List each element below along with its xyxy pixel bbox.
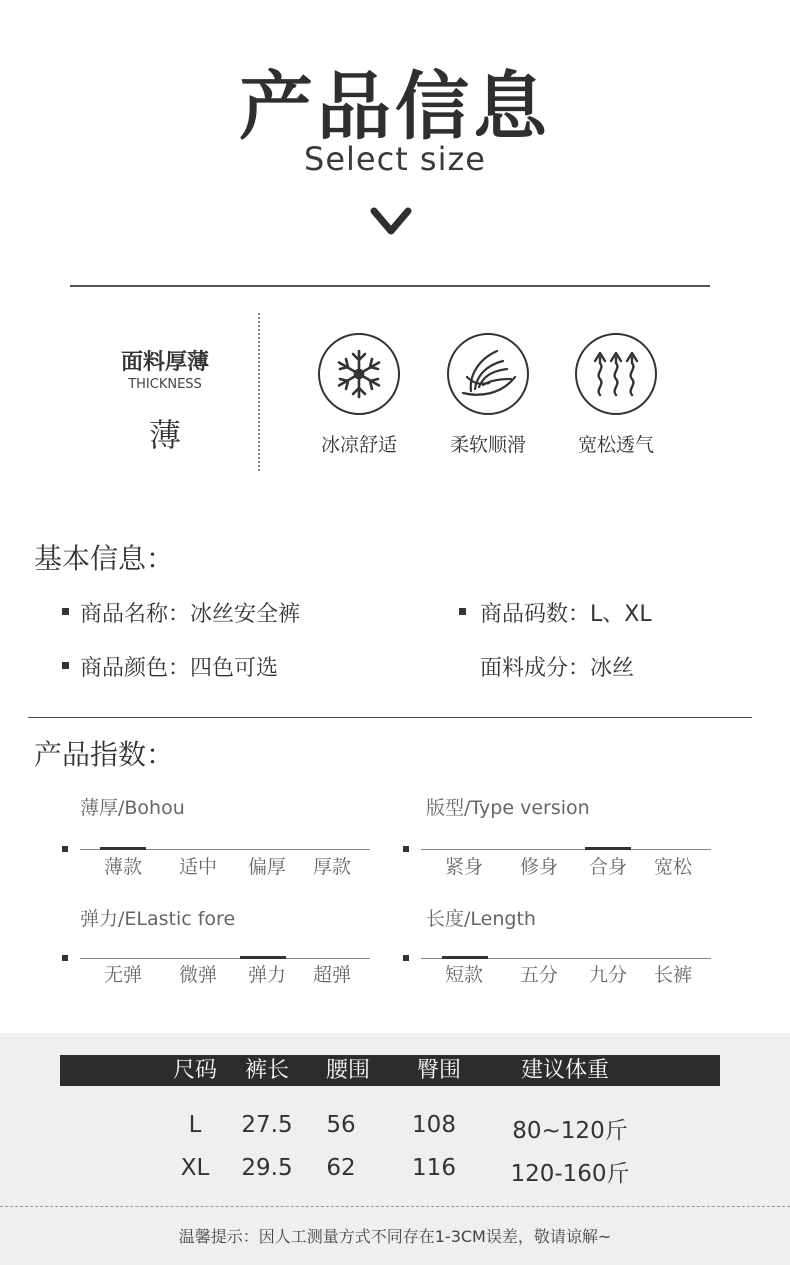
- scale-option: 五分: [519, 964, 558, 986]
- thickness-label: 面料厚薄: [120, 350, 209, 375]
- table-cell: 62: [326, 1155, 356, 1181]
- scale-option: 偏厚: [247, 856, 286, 878]
- index-title: 产品指数：: [34, 738, 175, 771]
- page-subtitle: Select size: [304, 140, 486, 178]
- scale-track: [421, 849, 711, 850]
- scale-selected-marker: [240, 956, 286, 959]
- product-name: 商品名称：冰丝安全裤: [80, 602, 301, 627]
- scale-title-type: 版型/Type version: [426, 797, 590, 819]
- scale-title-thickness: 薄厚/Bohou: [80, 797, 185, 819]
- scale-title-length: 长度/Length: [426, 908, 536, 930]
- table-cell: 29.5: [241, 1155, 293, 1181]
- scale-option: 厚款: [312, 856, 351, 878]
- feature-label-breathable: 宽松透气: [577, 434, 654, 456]
- bullet: [62, 662, 69, 669]
- scale-option: 九分: [588, 964, 627, 986]
- table-header-weight: 建议体重: [520, 1058, 609, 1083]
- dotted-divider: [258, 313, 260, 471]
- table-cell: L: [188, 1112, 202, 1138]
- fabric-icon: [447, 333, 529, 415]
- dashed-divider: [0, 1206, 790, 1207]
- scale-option: 弹力: [247, 964, 286, 986]
- scale-option: 微弹: [178, 964, 217, 986]
- scale-selected-marker: [442, 956, 488, 959]
- table-cell: 27.5: [241, 1112, 293, 1138]
- measurement-note: 温馨提示：因人工测量方式不同存在1-3CM误差，敬请谅解~: [178, 1227, 612, 1246]
- scale-option: 适中: [178, 856, 217, 878]
- scale-option: 修身: [519, 856, 558, 878]
- bullet: [62, 846, 68, 852]
- table-cell: 108: [412, 1112, 456, 1138]
- table-cell: 120-160斤: [510, 1161, 630, 1187]
- page-title: 产品信息: [239, 64, 551, 150]
- breathable-icon: [575, 333, 657, 415]
- table-header-size: 尺码: [172, 1058, 217, 1083]
- table-cell: 80~120斤: [512, 1118, 628, 1144]
- bullet: [459, 608, 466, 615]
- bullet: [62, 955, 68, 961]
- scale-option: 宽松: [653, 856, 692, 878]
- scale-selected-marker: [585, 847, 631, 850]
- scale-option: 超弹: [312, 964, 351, 986]
- table-header-length: 裤长: [244, 1058, 289, 1083]
- scale-selected-marker: [100, 847, 146, 850]
- header-divider: [70, 285, 710, 287]
- basic-info-title: 基本信息：: [34, 542, 175, 575]
- table-header-waist: 腰围: [325, 1058, 370, 1083]
- scale-option: 紧身: [444, 856, 483, 878]
- table-cell: 116: [412, 1155, 456, 1181]
- table-header-hip: 臀围: [416, 1058, 461, 1083]
- bullet: [62, 608, 69, 615]
- scale-option: 薄款: [103, 856, 142, 878]
- section-divider: [28, 717, 752, 718]
- scale-option: 短款: [444, 964, 483, 986]
- chevron-down-icon: [370, 205, 412, 239]
- scale-option: 合身: [588, 856, 627, 878]
- table-cell: XL: [180, 1155, 210, 1181]
- product-material: 面料成分：冰丝: [480, 656, 635, 681]
- product-color: 商品颜色：四色可选: [80, 656, 279, 681]
- thickness-label-en: THICKNESS: [128, 377, 202, 392]
- scale-track: [80, 958, 370, 959]
- feature-label-soft: 柔软顺滑: [449, 434, 526, 456]
- table-cell: 56: [326, 1112, 356, 1138]
- scale-option: 长裤: [653, 964, 692, 986]
- feature-label-cool: 冰凉舒适: [320, 434, 397, 456]
- bullet: [403, 846, 409, 852]
- scale-title-elastic: 弹力/ELastic fore: [80, 908, 236, 930]
- thickness-value: 薄: [148, 416, 181, 454]
- product-size-code: 商品码数：L、XL: [480, 602, 652, 627]
- snowflake-icon: [318, 333, 400, 415]
- bullet: [403, 955, 409, 961]
- scale-option: 无弹: [103, 964, 142, 986]
